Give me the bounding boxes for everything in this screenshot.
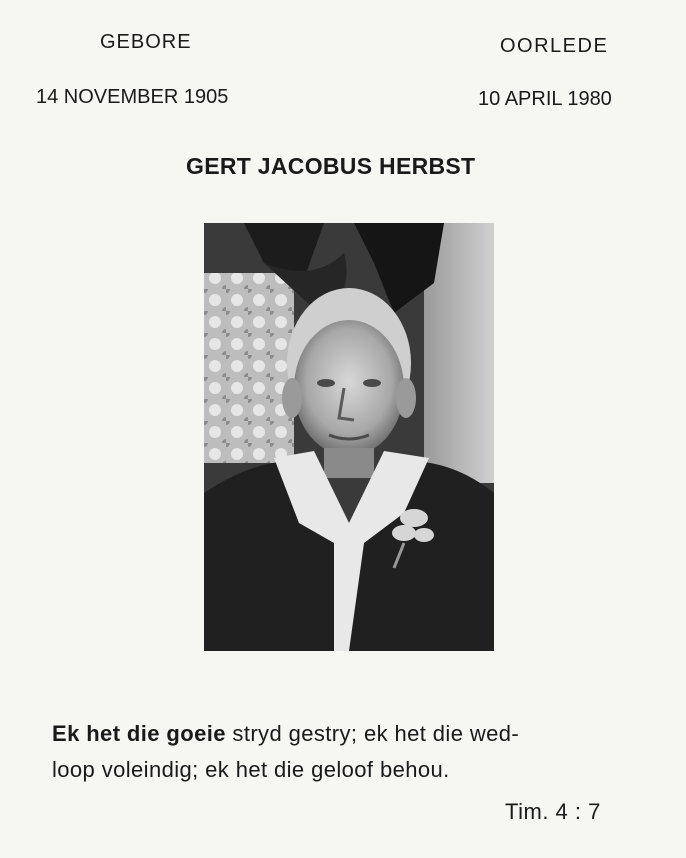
verse-line-2: loop voleindig; ek het die geloof behou.: [52, 757, 450, 782]
scripture-reference: Tim. 4 : 7: [505, 799, 601, 824]
died-label: OORLEDE: [500, 35, 609, 57]
died-date: 10 APRIL 1980: [478, 88, 612, 110]
portrait-illustration: [204, 223, 494, 651]
born-date: 14 NOVEMBER 1905: [36, 86, 229, 108]
verse-text: [52, 716, 519, 788]
portrait-photo: [204, 223, 494, 651]
verse-line-1-rest: stryd gestry; ek het die wed-: [225, 721, 520, 746]
born-label: GEBORE: [100, 31, 192, 53]
person-name: GERT JACOBUS HERBST: [186, 153, 476, 179]
verse-line-1: [52, 716, 519, 752]
verse-bold-part: Ek het die goeie: [52, 721, 226, 746]
